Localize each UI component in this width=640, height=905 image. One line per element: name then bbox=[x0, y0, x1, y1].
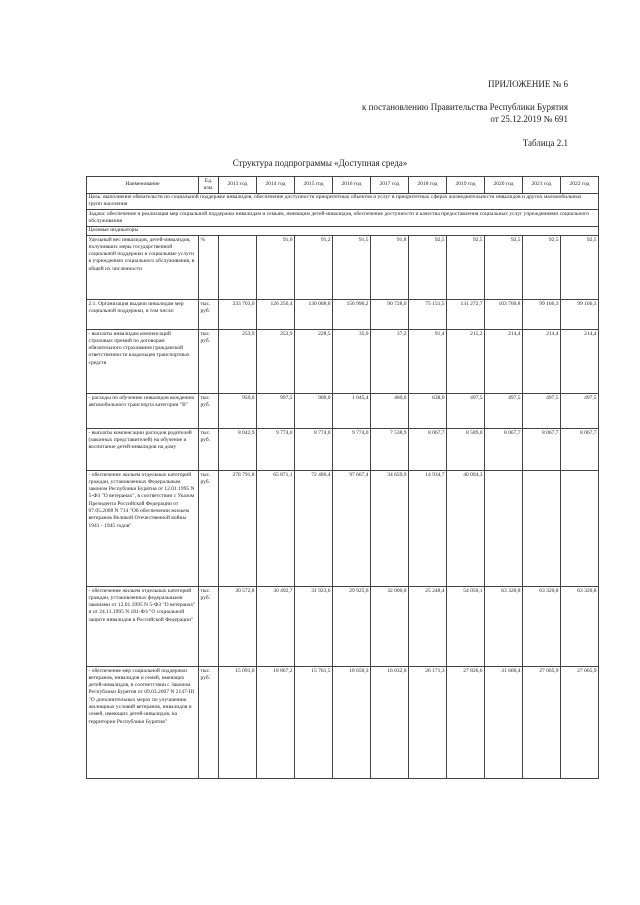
cell-value: 333 703,0 bbox=[219, 300, 257, 330]
cell-value: 30 572,8 bbox=[219, 587, 257, 667]
target-indicators-label: Целевые индикаторы bbox=[87, 226, 599, 235]
row-unit: тыс. руб. bbox=[199, 429, 219, 471]
cell-value: 103 760,8 bbox=[485, 300, 523, 330]
cell-value: 26 171,3 bbox=[409, 667, 447, 779]
task-text: Задача: обеспечение и реализация мер социальной поддержки инвалидам и семьям, имеющим детей-инвалидов, обеспечение доступности и качества предоставления социальных услуг учреждениями социального обслуживания bbox=[87, 210, 599, 227]
cell-value: 34 659,9 bbox=[371, 471, 409, 587]
cell-value: 131 272,7 bbox=[447, 300, 485, 330]
table-row bbox=[87, 429, 599, 471]
task-row bbox=[87, 210, 599, 227]
col-2020: 2020 год bbox=[485, 177, 523, 194]
target-indicators-row bbox=[87, 226, 599, 235]
row-name: - выплаты компенсации расходов родителей (законных представителей) на обучение и воспитание детей-инвалидов на дому bbox=[87, 429, 199, 471]
cell-value: 92,5 bbox=[561, 236, 599, 300]
cell-value: 278 791,8 bbox=[219, 471, 257, 587]
col-2014: 2014 год bbox=[257, 177, 295, 194]
cell-value: 900,0 bbox=[295, 394, 333, 429]
cell-value: 8 067,7 bbox=[561, 429, 599, 471]
cell-value: 99 166,3 bbox=[561, 300, 599, 330]
row-unit: тыс. руб. bbox=[199, 471, 219, 587]
table-number: Таблица 2.1 bbox=[522, 138, 568, 148]
cell-value: 91,2 bbox=[295, 236, 333, 300]
cell-value: 638,0 bbox=[409, 394, 447, 429]
cell-value: 65 871,1 bbox=[257, 471, 295, 587]
cell-value: 8 589,0 bbox=[447, 429, 485, 471]
col-2018: 2018 год bbox=[409, 177, 447, 194]
col-2017: 2017 год bbox=[371, 177, 409, 194]
document-title: Структура подпрограммы «Доступная среда» bbox=[232, 158, 408, 168]
cell-value: 8 774,0 bbox=[295, 429, 333, 471]
cell-value: 31 923,6 bbox=[295, 587, 333, 667]
cell-value: 92,5 bbox=[447, 236, 485, 300]
cell-value: 31 660,4 bbox=[485, 667, 523, 779]
cell-value: 75 151,5 bbox=[409, 300, 447, 330]
cell-value: 214,4 bbox=[561, 330, 599, 394]
row-name: - обеспечение жильем отдельных категорий граждан, установленных Федеральным законом Республики Бурятия от 12.01.1995 N 5-ФЗ "О ветеранах", в соответствии с Указом Президента Российской Федерации от 07.05.2008 N 714 "Об обеспечении жильем ветеранов Великой Отечественной войны 1941 - 1945 годов" bbox=[87, 471, 199, 587]
row-name: 2.1. Организация выдачи инвалидам мер социальной поддержки, в том числе: bbox=[87, 300, 199, 330]
cell-value: 54 050,1 bbox=[447, 587, 485, 667]
cell-value: 9 774,0 bbox=[333, 429, 371, 471]
cell-value: 8 067,7 bbox=[485, 429, 523, 471]
cell-value: 18 650,3 bbox=[333, 667, 371, 779]
cell-value: 156 996,2 bbox=[333, 300, 371, 330]
table-row bbox=[87, 587, 599, 667]
cell-value: 91,4 bbox=[409, 330, 447, 394]
table-header-row bbox=[87, 177, 599, 194]
cell-value: 91,5 bbox=[333, 236, 371, 300]
cell-value: 72 480,4 bbox=[295, 471, 333, 587]
col-2016: 2016 год bbox=[333, 177, 371, 194]
col-2021: 2021 год bbox=[523, 177, 561, 194]
cell-value: 214,4 bbox=[523, 330, 561, 394]
cell-value: 214,4 bbox=[485, 330, 523, 394]
cell-value: 90 728,0 bbox=[371, 300, 409, 330]
cell-value: 29 925,6 bbox=[333, 587, 371, 667]
cell-value: 91,8 bbox=[371, 236, 409, 300]
cell-value: 460,0 bbox=[371, 394, 409, 429]
cell-value: 40 094,3 bbox=[447, 471, 485, 587]
table-row bbox=[87, 667, 599, 779]
cell-value: 27 826,6 bbox=[447, 667, 485, 779]
cell-value: 497,5 bbox=[561, 394, 599, 429]
cell-value: 8 042,9 bbox=[219, 429, 257, 471]
cell-value: 32 000,0 bbox=[371, 587, 409, 667]
subprogram-table bbox=[86, 176, 599, 779]
row-unit: % bbox=[199, 236, 219, 300]
goal-row bbox=[87, 193, 599, 210]
cell-value: 253,9 bbox=[219, 330, 257, 394]
cell-value bbox=[561, 471, 599, 587]
cell-value: 497,5 bbox=[485, 394, 523, 429]
table-row bbox=[87, 236, 599, 300]
table-row bbox=[87, 394, 599, 429]
table-row bbox=[87, 471, 599, 587]
col-2019: 2019 год bbox=[447, 177, 485, 194]
cell-value: 14 934,7 bbox=[409, 471, 447, 587]
cell-value: 228,5 bbox=[295, 330, 333, 394]
cell-value: 215,2 bbox=[447, 330, 485, 394]
cell-value: 25 248,4 bbox=[409, 587, 447, 667]
cell-value bbox=[485, 471, 523, 587]
col-name: Наименование bbox=[87, 177, 199, 194]
cell-value: 126 256,4 bbox=[257, 300, 295, 330]
cell-value: 97 667,4 bbox=[333, 471, 371, 587]
cell-value: 30 492,7 bbox=[257, 587, 295, 667]
row-unit: тыс. руб. bbox=[199, 394, 219, 429]
cell-value: 7 538,9 bbox=[371, 429, 409, 471]
cell-value: 253,9 bbox=[257, 330, 295, 394]
cell-value: 16 032,0 bbox=[371, 667, 409, 779]
row-name: - обеспечение жильем отдельных категорий граждан, установленных федеральными законами от 12.01.1995 N 5-ФЗ "О ветеранах" и от 24.11.1995 N 181-ФЗ "О социальной защите инвалидов в Российской Федерации" bbox=[87, 587, 199, 667]
row-unit: тыс. руб. bbox=[199, 330, 219, 394]
cell-value: 63 320,8 bbox=[523, 587, 561, 667]
cell-value: 130 068,0 bbox=[295, 300, 333, 330]
cell-value: 8 067,7 bbox=[409, 429, 447, 471]
decree-date: от 25.12.2019 № 691 bbox=[490, 114, 568, 124]
row-unit: тыс. руб. bbox=[199, 587, 219, 667]
goal-text: Цель: выполнение обязательств по социальной поддержке инвалидов, обеспечение доступности приоритетных объектов и услуг в приоритетных сферах жизнедеятельности инвалидов и других маломобильных групп населения bbox=[87, 193, 599, 210]
cell-value: 92,5 bbox=[485, 236, 523, 300]
cell-value: 997,5 bbox=[257, 394, 295, 429]
cell-value: 92,5 bbox=[523, 236, 561, 300]
col-2013: 2013 год bbox=[219, 177, 257, 194]
cell-value: 63 320,8 bbox=[485, 587, 523, 667]
col-2022: 2022 год bbox=[561, 177, 599, 194]
cell-value: 99 166,3 bbox=[523, 300, 561, 330]
col-unit: Ед. изм. bbox=[199, 177, 219, 194]
row-unit: тыс. руб. bbox=[199, 667, 219, 779]
row-name: - обеспечение мер социальной поддержки ветеранов, инвалидов и семей, имеющих детей-инвалидов, в соответствии с Законом Республики Бурятия от 09.03.2007 N 2147-III "О дополнительных мерах по улучшению жилищных условий ветеранов, инвалидов и семей, имеющих детей-инвалидов, на территории Республики Бурятия" bbox=[87, 667, 199, 779]
row-name: Удельный вес инвалидов, детей-инвалидов, получивших меры государственной социальной поддержки и социальные услуги в учреждениях социального обслуживания, в общей их численности bbox=[87, 236, 199, 300]
cell-value: 15 091,6 bbox=[219, 667, 257, 779]
cell-value: 950,0 bbox=[219, 394, 257, 429]
table-row bbox=[87, 300, 599, 330]
cell-value: 9 774,0 bbox=[257, 429, 295, 471]
table-row bbox=[87, 330, 599, 394]
cell-value: 15 761,5 bbox=[295, 667, 333, 779]
cell-value: 27 065,9 bbox=[523, 667, 561, 779]
cell-value: 37,2 bbox=[371, 330, 409, 394]
cell-value: 8 067,7 bbox=[523, 429, 561, 471]
cell-value bbox=[523, 471, 561, 587]
cell-value: 1 045,4 bbox=[333, 394, 371, 429]
appendix-label: ПРИЛОЖЕНИЕ № 6 bbox=[487, 79, 568, 89]
cell-value: 27 065,9 bbox=[561, 667, 599, 779]
row-name: - выплаты инвалидам компенсаций страховых премий по договорам обязательного страхования гражданской ответственности владельцев транспортных средств bbox=[87, 330, 199, 394]
cell-value: 91,0 bbox=[257, 236, 295, 300]
cell-value: 497,5 bbox=[523, 394, 561, 429]
cell-value bbox=[219, 236, 257, 300]
cell-value: 35,0 bbox=[333, 330, 371, 394]
row-unit: тыс. руб. bbox=[199, 300, 219, 330]
cell-value: 497,5 bbox=[447, 394, 485, 429]
cell-value: 92,5 bbox=[409, 236, 447, 300]
cell-value: 63 320,8 bbox=[561, 587, 599, 667]
decree-reference: к постановлению Правительства Республики Бурятия bbox=[362, 102, 568, 112]
cell-value: 18 867,2 bbox=[257, 667, 295, 779]
col-2015: 2015 год bbox=[295, 177, 333, 194]
row-name: - расходы по обучению инвалидов вождению автомобильного транспорта категории "В" bbox=[87, 394, 199, 429]
